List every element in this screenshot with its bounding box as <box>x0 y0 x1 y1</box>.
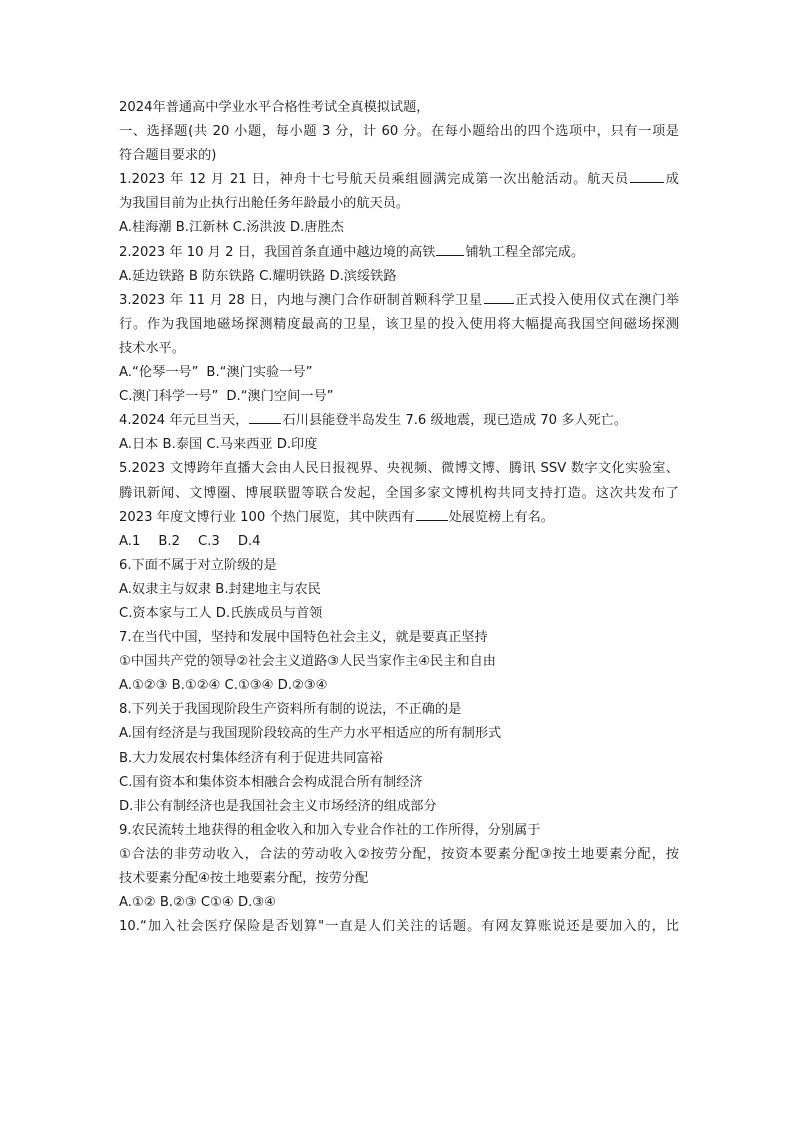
question-1-stem-line-2: 为我国目前为止执行出舱任务年龄最小的航天员。 <box>119 196 410 212</box>
question-3-stem-line-2: 行。作为我国地磁场探测精度最高的卫星，该卫星的投入使用将大幅提高我国空间磁场探测 <box>119 316 679 332</box>
question-5-stem-line-3 <box>119 506 679 530</box>
question-8-option-b: B.大力发展农村集体经济有利于促进共同富裕 <box>119 750 383 766</box>
question-8-option-c: C.国有资本和集体资本相融合会构成混合所有制经济 <box>119 774 423 790</box>
section-instruction-line-1: 一、选择题(共 20 小题，每小题 3 分，计 60 分。在每小题给出的四个选项中，只有一项是 <box>119 124 679 140</box>
option-d: D.4 <box>237 533 261 549</box>
question-2-stem <box>119 241 679 265</box>
question-3-options-row-1 <box>119 361 679 385</box>
question-1-stem-line-1 <box>119 168 679 192</box>
question-9-stem: 9.农民流转土地获得的租金收入和加入专业合作社的工作所得，分别属于 <box>119 822 541 838</box>
question-5-options <box>119 530 679 554</box>
option-d: D.“澳门空间一号” <box>226 389 334 405</box>
question-6-options-row-2: C.资本家与工人 D.氏族成员与首领 <box>119 605 323 621</box>
question-3-stem-line-3: 技术水平。 <box>119 340 185 356</box>
option-a: A.1 <box>119 533 141 549</box>
answer-blank <box>630 170 664 183</box>
answer-blank <box>249 411 281 424</box>
question-1-stem-text: 1.2023 年 12 月 21 日，神舟十七号航天员乘组圆满完成第一次出舱活动。航天员 <box>119 172 630 188</box>
question-3-stem-text: 3.2023 年 11 月 28 日，内地与澳门合作研制首颗科学卫星 <box>119 292 483 308</box>
answer-blank <box>416 508 448 521</box>
question-2-stem-text: 2.2023 年 10 月 2 日，我国首条直通中越边境的高铁 <box>119 244 436 260</box>
question-3-stem-line-1 <box>119 289 679 313</box>
question-7-options: A.①②③ B.①②④ C.①③④ D.②③④ <box>119 678 328 694</box>
question-2-stem-text: 铺轨工程全部完成。 <box>465 244 585 260</box>
question-4-options: A.日本 B.泰国 C.马来西亚 D.印度 <box>119 437 318 453</box>
question-9-items-line-2: 技术要素分配④按土地要素分配，按劳分配 <box>119 871 369 886</box>
option-a: A.“伦琴一号” <box>119 365 199 381</box>
question-9-options: A.①② B.②③ C①④ D.③④ <box>119 895 276 911</box>
question-2-options: A.延边铁路 B 防东铁路 C.耀明铁路 D.滨绥铁路 <box>119 268 397 284</box>
question-8-option-a: A.国有经济是与我国现阶段较高的生产力水平相适应的所有制形式 <box>119 726 502 742</box>
option-b: B.“澳门实验一号” <box>206 365 313 381</box>
question-9-items-line-1: ①合法的非劳动收入，合法的劳动收入②按劳分配，按资本要素分配③按土地要素分配，按 <box>119 846 679 862</box>
question-7-stem: 7.在当代中国，坚持和发展中国特色社会主义，就是要真正坚持 <box>119 630 488 646</box>
question-1-options: A.桂海潮 B.江新林 C.汤洪波 D.唐胜杰 <box>119 220 344 236</box>
question-4-stem-text: 石川县能登半岛发生 7.6 级地震，现已造成 70 多人死亡。 <box>282 413 628 429</box>
question-8-stem: 8.下列关于我国现阶段生产资料所有制的说法，不正确的是 <box>119 702 462 718</box>
answer-blank <box>436 243 464 256</box>
question-5-stem-text: 处展览榜上有名。 <box>448 509 554 525</box>
question-6-stem: 6.下面不属于对立阶级的是 <box>119 557 277 573</box>
question-5-stem-line-1: 5.2023 文博跨年直播大会由人民日报视界、央视频、微博文博、腾讯 SSV 数字文化实验室、 <box>119 461 679 477</box>
question-4-stem <box>119 409 679 433</box>
question-8-option-d: D.非公有制经济也是我国社会主义市场经济的组成部分 <box>119 798 437 814</box>
question-10-stem-line-1: 10.“加入社会医疗保险是否划算"一直是人们关注的话题。有网友算账说还是要加入的，比 <box>119 919 679 935</box>
exam-title: 2024年普通高中学业水平合格性考试全真模拟试题， <box>119 100 430 115</box>
question-1-stem-text: 成 <box>665 172 679 188</box>
answer-blank <box>484 291 514 304</box>
section-instruction-line-2: 符合题目要求的) <box>119 148 217 164</box>
option-c: C.澳门科学一号” <box>119 389 219 405</box>
question-7-items: ①中国共产党的领导②社会主义道路③人民当家作主④民主和自由 <box>119 654 496 670</box>
option-c: C.3 <box>198 533 220 549</box>
question-3-stem-text: 正式投入使用仪式在澳门举 <box>514 292 679 308</box>
question-3-options-row-2 <box>119 385 679 409</box>
question-4-stem-text: 4.2024 年元旦当天， <box>119 413 249 429</box>
question-6-options-row-1: A.奴隶主与奴隶 B.封建地主与农民 <box>119 581 321 597</box>
exam-content <box>119 96 679 939</box>
option-b: B.2 <box>158 533 181 549</box>
question-5-stem-line-2: 腾讯新闻、文博圈、博展联盟等联合发起，全国多家文博机构共同支持打造。这次共发布了 <box>119 485 679 501</box>
question-5-stem-text: 2023 年度文博行业 100 个热门展览，其中陕西有 <box>119 509 415 525</box>
